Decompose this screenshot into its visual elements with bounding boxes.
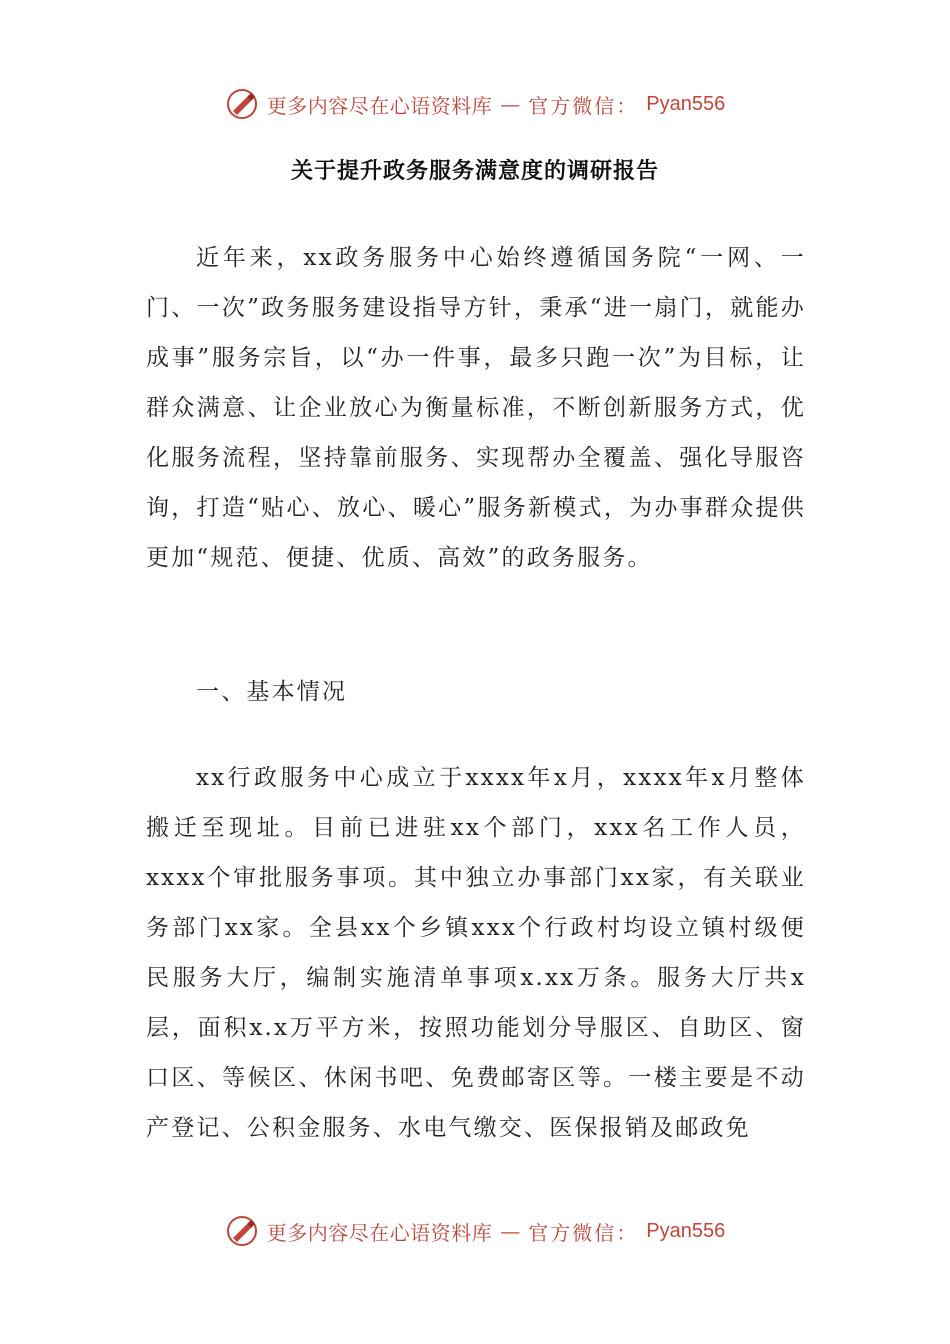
watermark-separator: — (500, 92, 521, 116)
watermark-site-text: 更多内容尽在心语资料库 (266, 93, 493, 118)
watermark-label: 官方微信： (528, 93, 639, 118)
pen-logo-icon (225, 87, 259, 121)
watermark-footer (0, 1211, 950, 1251)
watermark-wechat-id: Pyan556 (646, 1219, 726, 1242)
paragraph-intro: 近年来，xx政务服务中心始终遵循国务院“一网、一门、一次”政务服务建设指导方针，秉承“进一扇门，就能办成事”服务宗旨，以“办一件事，最多只跑一次”为目标，让群众满意、让企业放心为衡量标准，不断创新服务方式，优化服务流程，坚持靠前服务、实现帮办全覆盖、强化导服咨询，打造“贴心、放心、暖心”服务新模式，为办事群众提供更加“规范、便捷、优质、高效”的政务服务。 (146, 245, 806, 571)
document-title: 关于提升政务服务满意度的调研报告 (290, 158, 659, 184)
watermark-wechat-id: Pyan556 (646, 92, 726, 115)
pen-logo-icon (225, 1214, 259, 1248)
watermark-separator: — (500, 1219, 521, 1243)
watermark-header (0, 84, 950, 124)
watermark-site-text: 更多内容尽在心语资料库 (266, 1220, 493, 1245)
watermark-label: 官方微信： (528, 1220, 639, 1245)
section-heading-basic-situation: 一、基本情况 (196, 679, 348, 705)
paragraph-basic-situation: xx行政服务中心成立于xxxx年x月，xxxx年x月整体搬迁至现址。目前已进驻xx个部门，xxx名工作人员，xxxx个审批服务事项。其中独立办事部门xx家，有关联业务部门xx家。全县xx个乡镇xxx个行政村均设立镇村级便民服务大厅，编制实施清单事项x.xx万条。服务大厅共x层，面积x.x万平方米，按照功能划分导服区、自助区、窗口区、等候区、休闲书吧、免费邮寄区等。一楼主要是不动产登记、公积金服务、水电气缴交、医保报销及邮政免 (146, 765, 806, 1141)
